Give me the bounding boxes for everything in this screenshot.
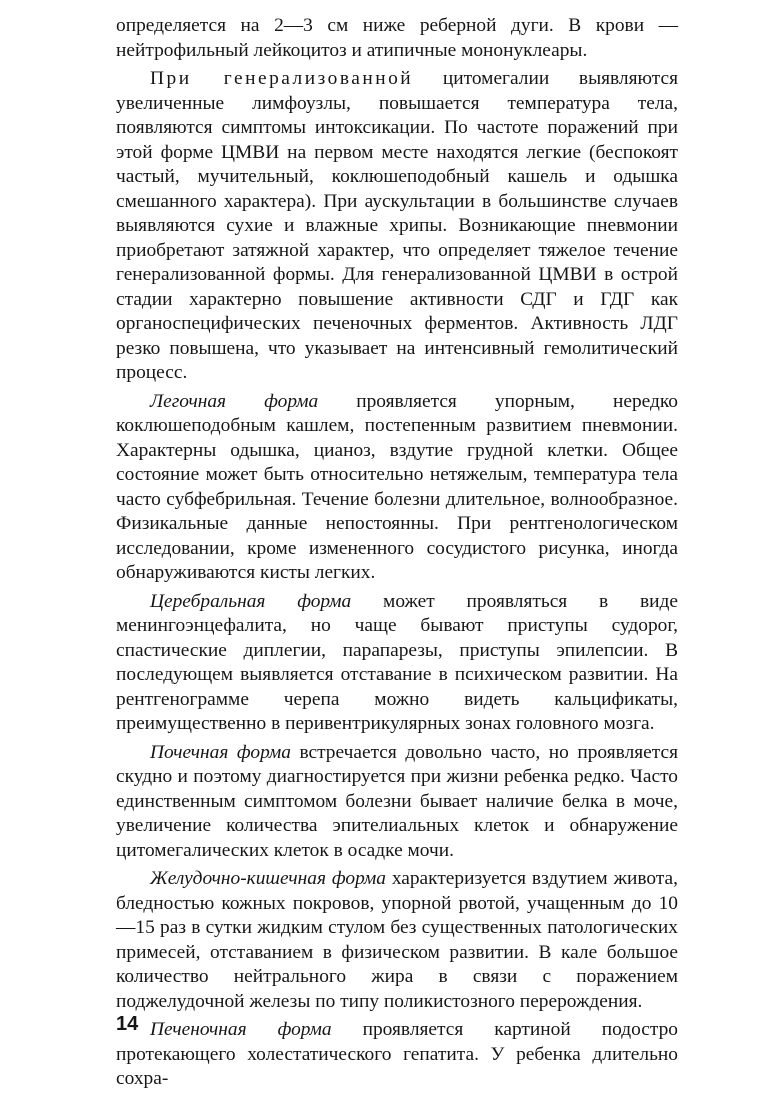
- document-page: [116, 14, 678, 1096]
- paragraph-italic-lead: Легочная форма: [150, 390, 319, 412]
- paragraph-generalized-form: [116, 67, 678, 386]
- paragraph-pulmonary-form: [116, 390, 678, 586]
- paragraph-continuation: [116, 14, 678, 63]
- paragraph-italic-lead: Почечная форма: [150, 741, 291, 763]
- paragraph-text: проявляется упорным, нередко коклюшеподобным кашлем, постепенным развитием пневмонии. Характерны одышка, цианоз, вздутие грудной клетки. Общее состояние может быть относительно нетяжелым, температура тела часто субфебрильная. Течение болезни длительное, волнообразное. Физикальные данные непостоянны. При рентгенологическом исследовании, кроме измененного сосудистого рисунка, иногда обнаруживаются кисты легких.: [116, 390, 678, 583]
- paragraph-text: цитомегалии выявляются увеличенные лимфоузлы, повышается температура тела, появляются симптомы интоксикации. По частоте поражений при этой форме ЦМВИ на первом месте находятся легкие (беспокоят частый, мучительный, коклюшеподобный кашель и одышка смешанного характера). При аускультации в большинстве случаев выявляются сухие и влажные хрипы. Возникающие пневмонии приобретают затяжной характер, что определяет тяжелое течение генерализованной формы. Для генерализованной ЦМВИ в острой стадии характерно повышение активности СДГ и ГДГ как органоспецифических печеночных ферментов. Активность ЛДГ резко повышена, что указывает на интенсивный гемолитический процесс.: [116, 68, 678, 383]
- paragraph-hepatic-form: [116, 1018, 678, 1092]
- paragraph-renal-form: [116, 741, 678, 864]
- paragraph-italic-lead: Желудочно-кишечная форма: [150, 868, 386, 889]
- paragraph-text: встречается довольно часто, но проявляется скудно и поэтому диагностируется при жизни ребенка редко. Часто единственным симптомом болезни бывает наличие белка в моче, увеличение количества эпителиальных клеток и обнаружение цитомегалических клеток в осадке мочи.: [116, 741, 679, 861]
- page-number: 14: [116, 1013, 139, 1035]
- paragraph-gastrointestinal-form: [116, 867, 678, 1014]
- paragraph-text: может проявляться в виде менингоэнцефалита, но чаще бывают приступы судорог, спастические диплегии, парапарезы, приступы эпилепсии. В последующем выявляется отставание в психическом развитии. На рентгенограмме черепа можно видеть кальцификаты, преимущественно в перивентрикулярных зонах головного мозга.: [116, 590, 678, 734]
- paragraph-text: характеризуется вздутием живота, бледностью кожных покровов, упорной рвотой, учащенным до 10—15 раз в сутки жидким стулом без существенных патологических примесей, отставанием в физическом развитии. В кале большое количество нейтрального жира в связи с поражением поджелудочной железы по типу поликистозного перерождения.: [116, 868, 678, 1012]
- paragraph-cerebral-form: [116, 590, 678, 737]
- paragraph-italic-lead: Церебральная форма: [150, 590, 352, 612]
- paragraph-spaced-lead: При генерализованной: [150, 68, 414, 89]
- paragraph-italic-lead: Печеночная форма: [150, 1019, 332, 1040]
- paragraph-text: определяется на 2—3 см ниже реберной дуги. В крови — нейтрофильный лейкоцитоз и атипичные мононуклеары.: [116, 15, 678, 61]
- paragraph-text: проявляется картиной подостро протекающего холестатического гепатита. У ребенка длительно сохра-: [116, 1019, 678, 1089]
